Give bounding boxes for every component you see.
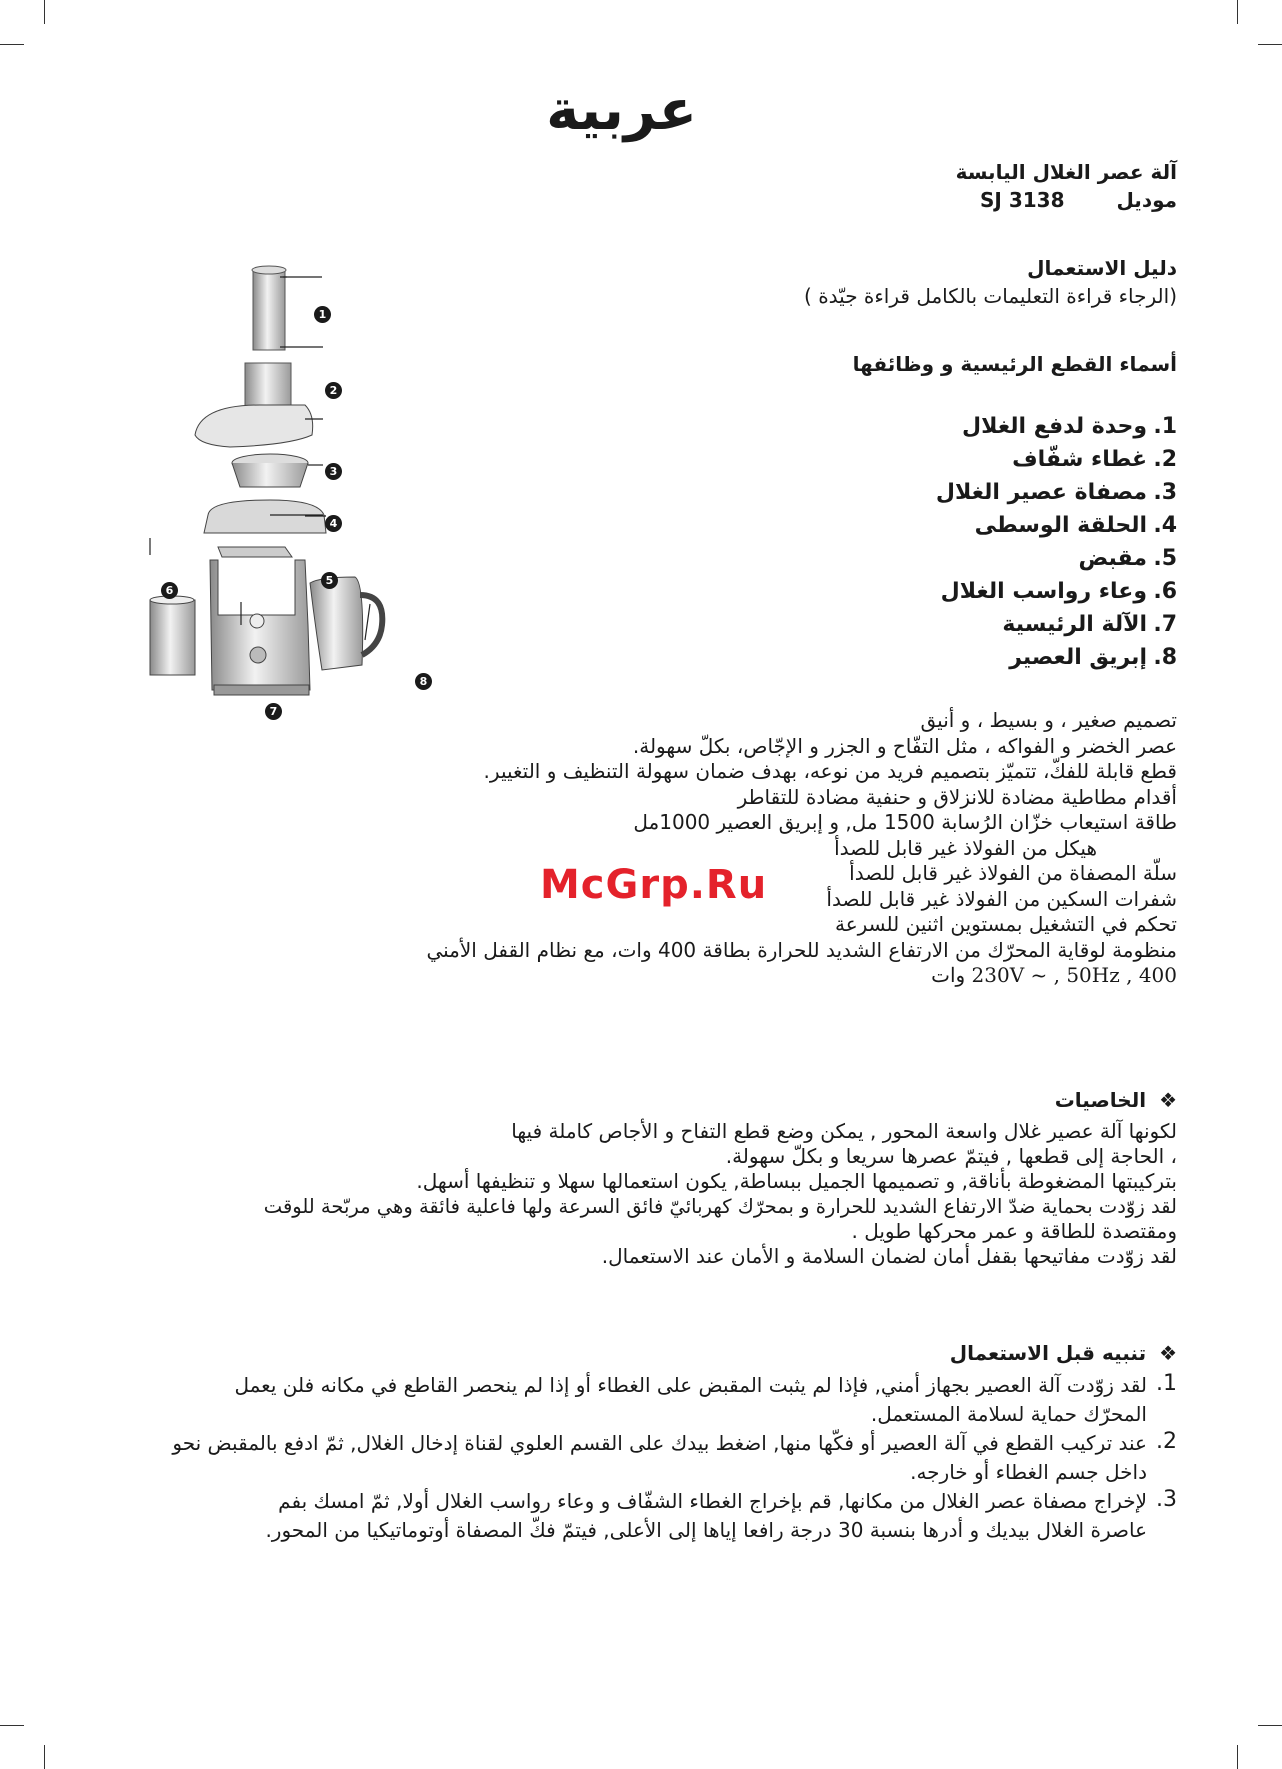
juicer-exploded-diagram <box>140 265 440 725</box>
warnings-section <box>167 1341 1177 1545</box>
handle-drawing <box>218 547 292 557</box>
feature-line: أقدام مطاطية مضادة للانزلاق و حنفية مضادة للتقاطر <box>737 784 1177 809</box>
pulp-container-drawing <box>150 596 195 675</box>
callout-1: 1 <box>314 306 331 323</box>
feature-line: عصر الخضر و الفواكه ، مثل التفّاح و الجزر و الإجّاص، بكلّ سهولة. <box>632 733 1177 758</box>
feature-line: تحكم في التشغيل بمستوين اثنين للسرعة <box>834 912 1177 936</box>
feature-line: طاقة استيعاب خزّان الرُسابة 1500 مل, و إبريق العصير 1000مل <box>633 810 1177 834</box>
food-pusher-drawing <box>252 266 286 350</box>
property-line: بتركيبتها المضغوطة بأناقة, و تصميمها الجميل ببساطة, يكون استعمالها سهلا و تنظيفها أسهل. <box>416 1169 1177 1193</box>
feature-line: سلّة المصفاة من الفولاذ غير قابل للصدأ <box>849 861 1177 885</box>
properties-title: ❖ الخاصيات <box>1054 1088 1177 1112</box>
diamond-bullet-icon: ❖ <box>1159 1088 1177 1112</box>
property-line: لقد زوّدت مفاتيحها بقفل أمان لضمان السلامة و الأمان عند الاستعمال. <box>601 1244 1177 1268</box>
part-item: 3.مصفاة عصير الغلال <box>935 480 1177 505</box>
warning-item: 1. لقد زوّدت آلة العصير بجهاز أمني, فإذا لم يثبت المقبض على الغطاء أو إذا لم ينحصر القاطع في مكانه فلن يعمل المحرّك حماية لسلامة المستعمل. <box>234 1371 1177 1426</box>
watermark: McGrp.Ru <box>540 862 768 908</box>
product-header <box>956 160 1177 212</box>
property-line: ، الحاجة إلى قطعها , فيتمّ عصرها سريعا و بكلّ سهولة. <box>725 1144 1177 1168</box>
callout-4: 4 <box>325 515 342 532</box>
part-item: 4.الحلقة الوسطى <box>974 513 1177 538</box>
crop-mark <box>1258 1725 1282 1726</box>
filter-basket-drawing <box>232 454 308 487</box>
part-item: 7.الآلة الرئيسية <box>1002 612 1177 637</box>
manual-title: دليل الاستعمال <box>1027 256 1177 280</box>
callout-3: 3 <box>325 463 342 480</box>
feature-line: منظومة لوقاية المحرّك من الارتفاع الشديد للحرارة بطاقة 400 وات، مع نظام القفل الأمني <box>426 937 1177 962</box>
crop-mark <box>0 1725 24 1726</box>
crop-mark <box>44 1745 45 1769</box>
page-heading: عربية <box>546 78 697 143</box>
crop-mark <box>1237 1745 1238 1769</box>
crop-mark <box>1237 0 1238 24</box>
product-title: آلة عصر الغلال اليابسة <box>955 160 1177 184</box>
callout-2: 2 <box>325 382 342 399</box>
callout-5: 5 <box>321 572 338 589</box>
part-item: 8.إبريق العصير <box>1009 645 1177 670</box>
features-list <box>426 708 1177 989</box>
property-line: لقد زوّدت بحماية ضدّ الارتفاع الشديد للحرارة و بمحرّك كهربائيّ فائق السرعة ولها فاعلية فائقة وهي مربّحة للوقت <box>263 1195 1177 1218</box>
parts-title: أسماء القطع الرئيسية و وظائفها <box>852 352 1177 376</box>
callout-7: 7 <box>265 703 282 720</box>
callout-6: 6 <box>161 582 178 599</box>
warning-item: 3. لإخراج مصفاة عصر الغلال من مكانها, قم بإخراج الغطاء الشفّاف و وعاء رواسب الغلال أولا, ثمّ امسك بفم عاصرة الغلال بيديك و أدرها بنسبة 30 درجة رافعا إياها إلى الأعلى, فيتمّ فكّ المصفاة أوتوماتيكيا من المحور. <box>265 1487 1177 1542</box>
warnings-title: ❖ تنبيه قبل الاستعمال <box>949 1341 1177 1365</box>
model-label: موديل <box>1116 188 1177 212</box>
model-line <box>956 188 1177 212</box>
model-number: SJ 3138 <box>980 188 1065 212</box>
part-item: 2.غطاء شفّاف <box>1012 447 1177 472</box>
crop-mark <box>44 0 45 24</box>
properties-section <box>264 1088 1177 1269</box>
crop-mark <box>0 44 24 45</box>
parts-section <box>853 352 1177 674</box>
feature-line: شفرات السكين من الفولاذ غير قابل للصدأ <box>826 886 1177 911</box>
juice-jug-drawing <box>310 577 382 670</box>
part-item: 1.وحدة لدفع الغلال <box>962 414 1177 439</box>
feature-line: 230V ~ , 50Hz , 400 وات <box>931 963 1177 987</box>
part-item: 5.مقبض <box>1078 546 1177 571</box>
property-line: لكونها آلة عصير غلال واسعة المحور , يمكن وضع قطع التفاح و الأجاص كاملة فيها <box>511 1119 1177 1143</box>
manual-note: (الرجاء قراءة التعليمات بالكامل قراءة جيّدة ) <box>804 284 1177 308</box>
property-line: ومقتصدة للطاقة و عمر محركها طويل . <box>851 1219 1177 1243</box>
transparent-lid-drawing <box>195 363 313 447</box>
crop-mark <box>1258 44 1282 45</box>
manual-header <box>804 256 1177 308</box>
motor-base-drawing <box>210 560 310 695</box>
feature-line: تصميم صغير ، و بسيط ، و أنيق <box>920 708 1177 732</box>
parts-list <box>853 410 1177 674</box>
feature-line: قطع قابلة للفكّ، تتميّز بتصميم فريد من نوعه، بهدف ضمان سهولة التنظيف و التغيير. <box>483 759 1177 783</box>
warning-item: 2. عند تركيب القطع في آلة العصير أو فكّها منها, اضغط بيدك على القسم العلوي لقناة إدخال الغلال, ثمّ ادفع بالمقبض نحو داخل جسم الغطاء أو خارجه. <box>172 1429 1177 1484</box>
feature-line: هيكل من الفولاذ غير قابل للصدأ <box>834 835 1097 860</box>
callout-8: 8 <box>415 673 432 690</box>
part-item: 6.وعاء رواسب الغلال <box>940 579 1177 604</box>
diamond-bullet-icon: ❖ <box>1159 1341 1177 1365</box>
